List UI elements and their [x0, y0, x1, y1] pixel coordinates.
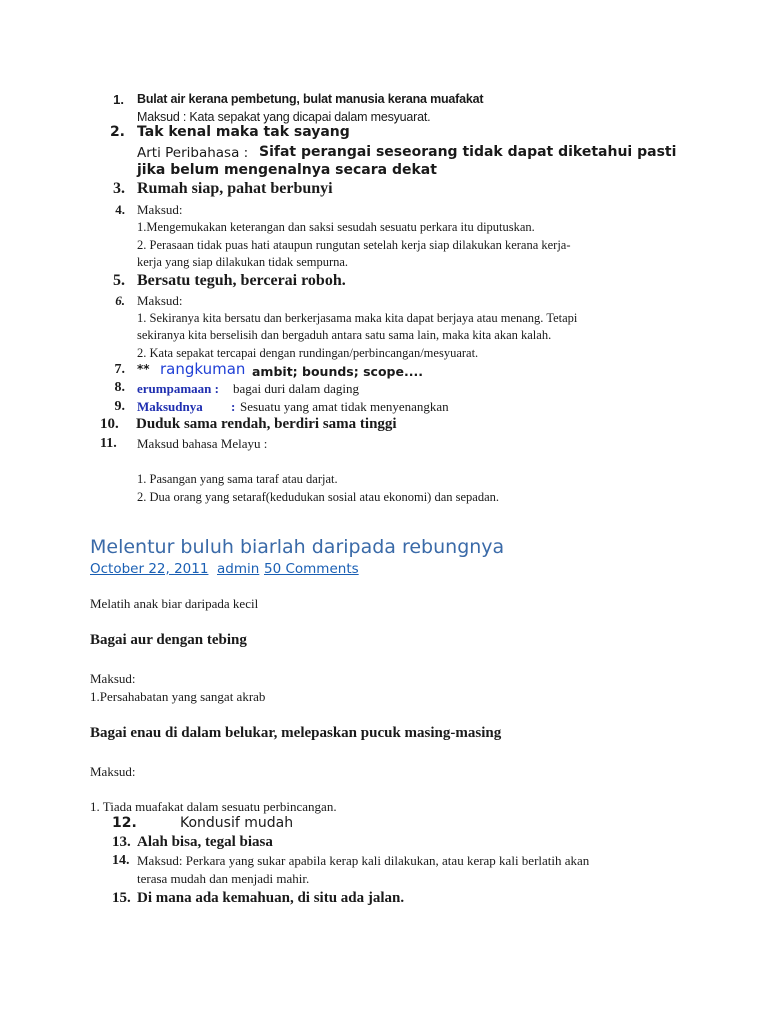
- post-date-link[interactable]: October 22, 2011: [90, 561, 209, 577]
- term-text: Sesuatu yang amat tidak menyenangkan: [240, 399, 449, 414]
- meaning-line: Maksud: Perkara yang sukar apabila kerap kali dilakukan, atau kerap kali berlatih akan: [137, 853, 590, 868]
- post-author-link[interactable]: admin: [217, 561, 260, 577]
- term-label: erumpamaan :: [137, 381, 219, 396]
- proverb-meaning-cont: jika belum mengenalnya secara dekat: [137, 162, 437, 178]
- meaning-line: terasa mudah dan menjadi mahir.: [137, 871, 310, 886]
- meaning-label: Maksud bahasa Melayu :: [137, 436, 268, 451]
- meaning-label: Maksud:: [90, 764, 136, 779]
- list-number: 5.: [113, 272, 125, 289]
- post-title: Melentur buluh biarlah daripada rebungnya: [90, 536, 505, 558]
- meaning-line: 1.Persahabatan yang sangat akrab: [90, 689, 266, 704]
- term-colon: :: [231, 399, 236, 414]
- term-label: Maksudnya: [137, 399, 203, 414]
- list-number: 8.: [114, 380, 125, 395]
- list-number: 4.: [115, 202, 125, 217]
- proverb-title: Alah bisa, tegal biasa: [137, 834, 273, 850]
- meaning-line: 2. Perasaan tidak puas hati ataupun rungutan setelah kerja siap dilakukan kerana kerja-: [137, 238, 571, 252]
- list-number: 11.: [100, 436, 117, 451]
- post-comments-link[interactable]: 50 Comments: [264, 561, 359, 577]
- meaning-line: 1. Tiada muafakat dalam sesuatu perbincangan.: [90, 799, 337, 814]
- list-number: 1.: [113, 92, 124, 107]
- dictionary-definition: ambit; bounds; scope....: [252, 364, 423, 379]
- meaning-label: Maksud:: [137, 293, 183, 308]
- proverb-title: Duduk sama rendah, berdiri sama tinggi: [136, 416, 397, 432]
- meaning-label: Arti Peribahasa :: [137, 145, 249, 161]
- list-number: 13.: [112, 834, 131, 850]
- proverb-meaning: Sifat perangai seseorang tidak dapat diketahui pasti: [259, 144, 677, 160]
- list-number: 9.: [114, 399, 125, 414]
- section-heading: Bagai enau di dalam belukar, melepaskan pucuk masing-masing: [90, 725, 502, 741]
- meaning-line: 2. Kata sepakat tercapai dengan rundingan/perbincangan/mesyuarat.: [137, 346, 479, 360]
- list-number: 2.: [109, 124, 125, 140]
- term-text: bagai duri dalam daging: [233, 381, 359, 396]
- list-number: 12.: [112, 815, 137, 831]
- meaning-line: 1.Mengemukakan keterangan dan saksi sesudah sesuatu perkara itu diputuskan.: [137, 220, 535, 234]
- section-heading: Bagai aur dengan tebing: [90, 632, 247, 648]
- proverb-title: Tak kenal maka tak sayang: [137, 124, 350, 140]
- meaning-line: kerja yang siap dilakukan tidak sempurna.: [137, 255, 349, 269]
- list-number: 7.: [114, 362, 125, 377]
- meaning-line: 2. Dua orang yang setaraf(kedudukan sosial atau ekonomi) dan sepadan.: [137, 490, 500, 504]
- proverb-title: Rumah siap, pahat berbunyi: [137, 180, 333, 197]
- proverb-meaning: Maksud : Kata sepakat yang dicapai dalam mesyuarat.: [137, 110, 431, 124]
- meaning-label: Maksud:: [137, 202, 183, 217]
- meaning-line: 1. Sekiranya kita bersatu dan berkerjasama maka kita dapat berjaya atau menang. Tetapi: [137, 311, 578, 325]
- post-intro: Melatih anak biar daripada kecil: [90, 596, 259, 611]
- meaning-label: Maksud:: [90, 671, 136, 686]
- meaning-line: 1. Pasangan yang sama taraf atau darjat.: [137, 472, 338, 486]
- proverb-title: Bulat air kerana pembetung, bulat manusia kerana muafakat: [137, 92, 484, 106]
- proverb-title: Di mana ada kemahuan, di situ ada jalan.: [137, 890, 405, 906]
- footnote-mark: **: [137, 362, 150, 376]
- term-text: Kondusif mudah: [180, 815, 294, 831]
- dictionary-word: rangkuman: [160, 360, 246, 378]
- list-number: 15.: [112, 890, 131, 906]
- list-number: 10.: [100, 416, 119, 432]
- list-number: 14.: [112, 853, 130, 868]
- list-number: 6.: [115, 293, 125, 308]
- proverb-title: Bersatu teguh, bercerai roboh.: [137, 272, 346, 289]
- list-number: 3.: [113, 180, 125, 197]
- meaning-line: sekiranya kita berselisih dan bergaduh antara satu sama lain, maka kita akan kalah.: [137, 328, 552, 342]
